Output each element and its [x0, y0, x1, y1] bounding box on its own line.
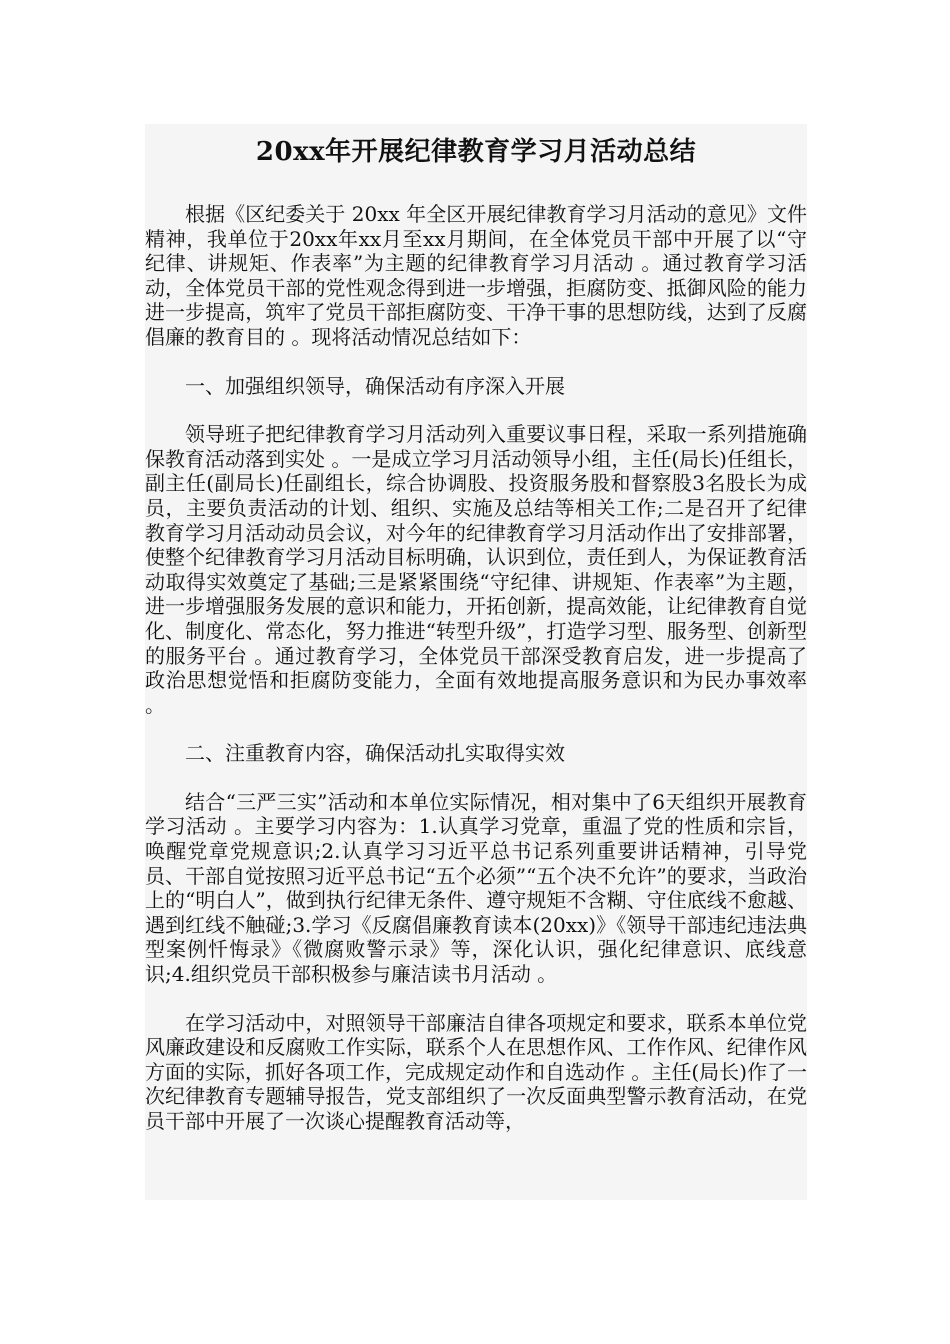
section-heading-1: 一、加强组织领导，确保活动有序深入开展	[185, 373, 565, 398]
document-title: 20xx年开展纪律教育学习月活动总结	[255, 137, 697, 167]
section-2-paragraph-1: 结合“三严三实”活动和本单位实际情况，相对集中了6天组织开展教育学习活动 。主要学习内容为：1.认真学习党章，重温了党的性质和宗旨，唤醒党章党规意识;2.认真学习习近平总书记系列重要讲话精神，引导党员、干部自觉按照习近平总书记“五个必须”“五个决不允许”的要求，当政治上的“明白人”，做到执行纪律无条件、遵守规矩不含糊、守住底线不愈越、遇到红线不触碰;3.学习《反腐倡廉教育读本(20xx)》《领导干部违纪违法典型案例忏悔录》《微腐败警示录》等，深化认识，强化纪律意识、底线意识;4.组织党员干部积极参与廉洁读书月活动 。	[145, 789, 807, 987]
document-body	[145, 202, 807, 1134]
document-page	[145, 124, 807, 1200]
section-2-paragraph-2: 在学习活动中，对照领导干部廉洁自律各项规定和要求，联系本单位党风廉政建设和反腐败工作实际，联系个人在思想作风、工作作风、纪律作风方面的实际，抓好各项工作，完成规定动作和自选动作 。主任(局长)作了一次纪律教育专题辅导报告，党支部组织了一次反面典型警示教育活动，在党员干部中开展了一次谈心提醒教育活动等，	[145, 1010, 807, 1133]
section-heading-2: 二、注重教育内容，确保活动扎实取得实效	[185, 741, 565, 766]
intro-paragraph: 根据《区纪委关于 20xx 年全区开展纪律教育学习月活动的意见》文件精神，我单位于20xx年xx月至xx月期间，在全体党员干部中开展了以“守纪律、讲规矩、作表率”为主题的纪律教育学习月活动 。通过教育学习活动，全体党员干部的党性观念得到进一步增强，拒腐防变、抵御风险的能力进一步提高，筑牢了党员干部拒腐防变、干净干事的思想防线，达到了反腐倡廉的教育目的 。现将活动情况总结如下：	[145, 202, 807, 349]
section-1-paragraph: 领导班子把纪律教育学习月活动列入重要议事日程，采取一系列措施确保教育活动落到实处 。一是成立学习月活动领导小组，主任(局长)任组长，副主任(副局长)任副组长，综合协调股、投资服务股和督察股3名股长为成员，主要负责活动的计划、组织、实施及总结等相关工作;二是召开了纪律教育学习月活动动员会议，对今年的纪律教育学习月活动作出了安排部署，使整个纪律教育学习月活动目标明确，认识到位，责任到人，为保证教育活动取得实效奠定了基础;三是紧紧围绕“守纪律、讲规矩、作表率”为主题，进一步增强服务发展的意识和能力，开拓创新，提高效能，让纪律教育自觉化、制度化、常态化，努力推进“转型升级”，打造学习型、服务型、创新型的服务平台 。通过教育学习，全体党员干部深受教育启发，进一步提高了政治思想觉悟和拒腐防变能力，全面有效地提高服务意识和为民办事效率 。	[145, 422, 807, 717]
